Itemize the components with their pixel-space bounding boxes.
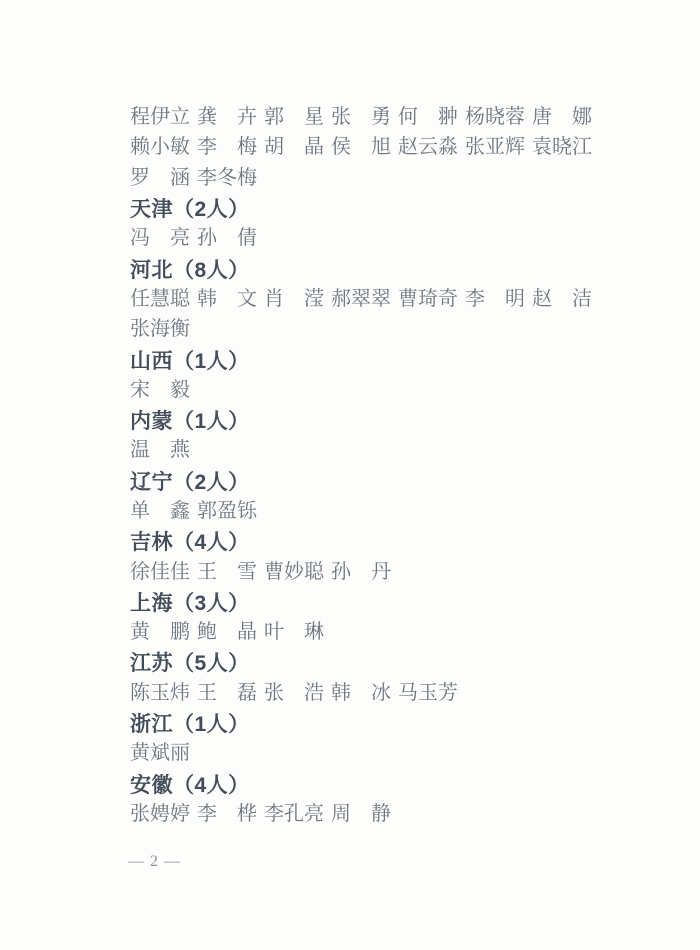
person-name bbox=[130, 440, 190, 460]
person-name-char: 侯 bbox=[331, 136, 351, 159]
person-name-char: 张 bbox=[130, 802, 150, 825]
person-name-char: 张 bbox=[465, 136, 485, 159]
person-name-char: 晓 bbox=[552, 136, 572, 159]
province-count: （4人） bbox=[173, 531, 250, 555]
person-name-char: 晶 bbox=[237, 621, 257, 644]
person-name-char: 孔 bbox=[284, 802, 304, 825]
name-row bbox=[130, 314, 605, 344]
person-name-char: 玉 bbox=[418, 681, 438, 704]
person-name-char: 倩 bbox=[237, 227, 257, 250]
person-name-char: 唐 bbox=[532, 106, 552, 129]
person-name bbox=[197, 804, 257, 824]
province-name: 吉林 bbox=[130, 531, 173, 555]
person-name-char: 程 bbox=[130, 106, 150, 129]
person-name bbox=[465, 137, 525, 157]
province-header bbox=[130, 253, 605, 283]
person-name-char: 妙 bbox=[284, 560, 304, 583]
person-name-char: 磊 bbox=[237, 681, 257, 704]
person-name bbox=[130, 501, 190, 521]
person-name-char: 婷 bbox=[170, 802, 190, 825]
person-name-char: 翠 bbox=[371, 287, 391, 310]
province-count: （1人） bbox=[173, 349, 250, 373]
province-count: （2人） bbox=[173, 198, 250, 222]
province-count: （1人） bbox=[173, 410, 250, 434]
person-name bbox=[197, 622, 257, 642]
person-name-char: 梅 bbox=[237, 136, 257, 159]
person-name-char: 李 bbox=[197, 166, 217, 189]
person-name-char: 娜 bbox=[572, 106, 592, 129]
person-name-char: 丽 bbox=[170, 742, 190, 765]
person-name-char: 叶 bbox=[264, 621, 284, 644]
person-name-char: 浩 bbox=[304, 681, 324, 704]
person-name bbox=[398, 289, 458, 309]
province-name: 安徽 bbox=[130, 773, 173, 797]
person-name-char: 亮 bbox=[170, 227, 190, 250]
person-name bbox=[264, 804, 324, 824]
page-number: — 2 — bbox=[128, 853, 181, 870]
person-name bbox=[264, 562, 324, 582]
person-name-char: 孙 bbox=[197, 227, 217, 250]
person-name bbox=[197, 683, 257, 703]
person-name-char: 辉 bbox=[505, 136, 525, 159]
person-name bbox=[130, 683, 190, 703]
person-name bbox=[398, 107, 458, 127]
person-name-char: 雪 bbox=[237, 560, 257, 583]
person-name-char: 赖 bbox=[130, 136, 150, 159]
person-name bbox=[197, 289, 257, 309]
person-name-char: 旭 bbox=[371, 136, 391, 159]
person-name bbox=[130, 622, 190, 642]
province-count: （4人） bbox=[173, 773, 250, 797]
person-name bbox=[264, 289, 324, 309]
person-name bbox=[465, 289, 525, 309]
person-name-char: 李 bbox=[264, 802, 284, 825]
person-name-char: 韩 bbox=[197, 287, 217, 310]
person-name bbox=[130, 319, 190, 339]
person-name-char: 娉 bbox=[150, 802, 170, 825]
person-name-char: 江 bbox=[572, 136, 592, 159]
province-header bbox=[130, 193, 605, 223]
person-name bbox=[331, 804, 391, 824]
person-name-char: 鑫 bbox=[170, 500, 190, 522]
name-row bbox=[130, 556, 605, 586]
person-name bbox=[197, 228, 257, 248]
name-row bbox=[130, 375, 605, 405]
person-name-char: 涵 bbox=[170, 166, 190, 189]
person-name bbox=[331, 107, 391, 127]
person-name bbox=[130, 228, 190, 248]
person-name-char: 炜 bbox=[170, 681, 190, 704]
person-name-char: 云 bbox=[418, 136, 438, 159]
province-name: 天津 bbox=[130, 198, 173, 222]
person-name-char: 卉 bbox=[237, 106, 257, 129]
person-name-char: 奇 bbox=[438, 287, 458, 310]
province-count: （1人） bbox=[173, 713, 250, 737]
person-name-char: 小 bbox=[150, 136, 170, 159]
person-name-char: 斌 bbox=[150, 742, 170, 765]
province-header bbox=[130, 466, 605, 496]
person-name-char: 明 bbox=[505, 287, 525, 310]
person-name-char: 桦 bbox=[237, 802, 257, 825]
person-name-char: 丹 bbox=[371, 560, 391, 583]
person-name-char: 梅 bbox=[237, 166, 257, 189]
province-header bbox=[130, 526, 605, 556]
person-name-char: 洁 bbox=[572, 287, 592, 310]
person-name bbox=[197, 562, 257, 582]
person-name bbox=[130, 137, 190, 157]
person-name-char: 慧 bbox=[150, 287, 170, 310]
person-name-char: 张 bbox=[264, 681, 284, 704]
person-name bbox=[532, 107, 592, 127]
person-name-char: 静 bbox=[371, 802, 391, 825]
person-name-char: 晶 bbox=[304, 136, 324, 159]
name-row bbox=[130, 223, 605, 253]
person-name bbox=[398, 683, 458, 703]
person-name-char: 翠 bbox=[351, 287, 371, 310]
province-header bbox=[130, 405, 605, 435]
person-name-char: 曹 bbox=[398, 287, 418, 310]
person-name bbox=[197, 168, 257, 188]
province-header bbox=[130, 344, 605, 374]
person-name-char: 冬 bbox=[217, 166, 237, 189]
province-name: 内蒙 bbox=[130, 410, 173, 434]
person-name-char: 赵 bbox=[532, 287, 552, 310]
person-name bbox=[532, 289, 592, 309]
person-name-char: 罗 bbox=[130, 166, 150, 189]
person-name-char: 李 bbox=[197, 136, 217, 159]
person-name bbox=[130, 289, 190, 309]
province-count: （5人） bbox=[173, 652, 250, 676]
person-name-char: 海 bbox=[150, 318, 170, 341]
person-name-char: 杨 bbox=[465, 106, 485, 129]
person-name-char: 郭 bbox=[264, 106, 284, 129]
person-name-char: 滢 bbox=[304, 287, 324, 310]
person-name-char: 韩 bbox=[331, 681, 351, 704]
person-name-char: 曹 bbox=[264, 560, 284, 583]
person-name-char: 燕 bbox=[170, 439, 190, 462]
person-name-char: 冰 bbox=[371, 681, 391, 704]
person-name-char: 张 bbox=[331, 106, 351, 129]
person-name bbox=[130, 804, 190, 824]
person-name-char: 徐 bbox=[130, 560, 150, 583]
name-row bbox=[130, 435, 605, 465]
person-name-char: 玉 bbox=[150, 681, 170, 704]
person-name-char: 琦 bbox=[418, 287, 438, 310]
person-name-char: 何 bbox=[398, 106, 418, 129]
person-name-char: 胡 bbox=[264, 136, 284, 159]
person-name-char: 晓 bbox=[485, 106, 505, 129]
name-row bbox=[130, 678, 605, 708]
person-name-char: 佳 bbox=[150, 560, 170, 583]
person-name-char: 琳 bbox=[304, 621, 324, 644]
roster-content bbox=[130, 102, 605, 829]
person-name-char: 聪 bbox=[170, 287, 190, 310]
province-header bbox=[130, 647, 605, 677]
name-row bbox=[130, 496, 605, 526]
person-name-char: 星 bbox=[304, 106, 324, 129]
person-name-char: 赵 bbox=[398, 136, 418, 159]
person-name bbox=[130, 743, 190, 763]
person-name-char: 任 bbox=[130, 287, 150, 310]
person-name-char: 黄 bbox=[130, 621, 150, 644]
person-name bbox=[197, 107, 257, 127]
name-row bbox=[130, 102, 605, 132]
person-name bbox=[130, 562, 190, 582]
province-name: 山西 bbox=[130, 349, 173, 373]
person-name-char: 单 bbox=[130, 500, 150, 522]
person-name bbox=[130, 380, 190, 400]
person-name-char: 芳 bbox=[438, 681, 458, 704]
person-name-char: 聪 bbox=[304, 560, 324, 583]
person-name-char: 宋 bbox=[130, 378, 150, 401]
person-name-char: 文 bbox=[237, 287, 257, 310]
province-name: 浙江 bbox=[130, 713, 173, 737]
person-name-char: 蓉 bbox=[505, 106, 525, 129]
person-name-char: 孙 bbox=[331, 560, 351, 583]
province-name: 河北 bbox=[130, 258, 173, 282]
person-name-char: 陈 bbox=[130, 681, 150, 704]
person-name bbox=[130, 168, 190, 188]
person-name bbox=[197, 137, 257, 157]
person-name-char: 鹏 bbox=[170, 621, 190, 644]
person-name-char: 鲍 bbox=[197, 621, 217, 644]
province-name: 江苏 bbox=[130, 652, 173, 676]
person-name bbox=[264, 622, 324, 642]
person-name-char: 盈 bbox=[217, 500, 237, 522]
province-count: （8人） bbox=[173, 258, 250, 282]
person-name-char: 周 bbox=[331, 802, 351, 825]
person-name bbox=[465, 107, 525, 127]
person-name-char: 亚 bbox=[485, 136, 505, 159]
province-header bbox=[130, 769, 605, 799]
province-header bbox=[130, 708, 605, 738]
person-name-char: 张 bbox=[130, 318, 150, 341]
person-name-char: 毅 bbox=[170, 378, 190, 401]
person-name-char: 翀 bbox=[438, 106, 458, 129]
person-name-char: 肖 bbox=[264, 287, 284, 310]
person-name-char: 李 bbox=[197, 802, 217, 825]
person-name-char: 淼 bbox=[438, 136, 458, 159]
person-name bbox=[398, 137, 458, 157]
name-row bbox=[130, 284, 605, 314]
person-name bbox=[331, 683, 391, 703]
person-name-char: 铄 bbox=[237, 500, 257, 522]
person-name bbox=[532, 137, 592, 157]
province-name: 上海 bbox=[130, 591, 173, 615]
person-name bbox=[331, 289, 391, 309]
name-row bbox=[130, 799, 605, 829]
person-name-char: 黄 bbox=[130, 742, 150, 765]
province-count: （2人） bbox=[173, 470, 250, 494]
person-name bbox=[331, 562, 391, 582]
person-name-char: 袁 bbox=[532, 136, 552, 159]
person-name bbox=[331, 137, 391, 157]
name-row bbox=[130, 132, 605, 162]
person-name bbox=[264, 683, 324, 703]
person-name-char: 马 bbox=[398, 681, 418, 704]
name-row bbox=[130, 163, 605, 193]
province-count: （3人） bbox=[173, 591, 250, 615]
person-name bbox=[130, 107, 190, 127]
person-name-char: 伊 bbox=[150, 106, 170, 129]
person-name-char: 郭 bbox=[197, 500, 217, 522]
name-row bbox=[130, 738, 605, 768]
person-name-char: 王 bbox=[197, 681, 217, 704]
person-name bbox=[264, 107, 324, 127]
person-name bbox=[197, 501, 257, 521]
person-name-char: 立 bbox=[170, 106, 190, 129]
province-header bbox=[130, 587, 605, 617]
person-name-char: 李 bbox=[465, 287, 485, 310]
person-name-char: 温 bbox=[130, 439, 150, 462]
person-name-char: 衡 bbox=[170, 318, 190, 341]
person-name-char: 敏 bbox=[170, 136, 190, 159]
person-name-char: 亮 bbox=[304, 802, 324, 825]
person-name-char: 勇 bbox=[371, 106, 391, 129]
province-name: 辽宁 bbox=[130, 470, 173, 494]
person-name-char: 郝 bbox=[331, 287, 351, 310]
person-name bbox=[264, 137, 324, 157]
person-name-char: 冯 bbox=[130, 227, 150, 250]
person-name-char: 佳 bbox=[170, 560, 190, 583]
name-row bbox=[130, 617, 605, 647]
person-name-char: 王 bbox=[197, 560, 217, 583]
person-name-char: 龚 bbox=[197, 106, 217, 129]
